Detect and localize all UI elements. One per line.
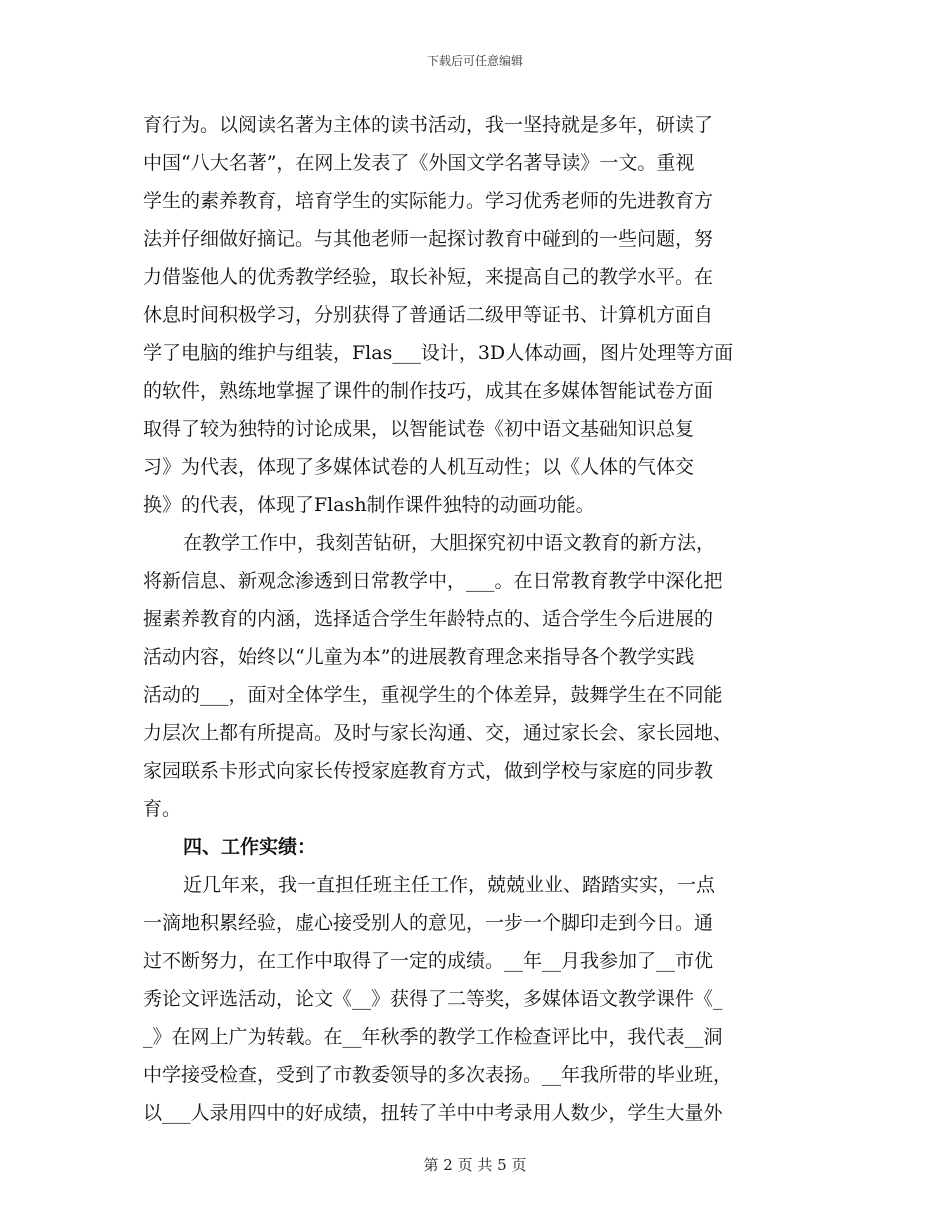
text-line: 力借鉴他人的优秀教学经验，取长补短，来提高自己的教学水平。在 [143, 266, 714, 288]
text-line: 育行为。以阅读名著为主体的读书活动，我一坚持就是多年，研读了 [143, 114, 714, 136]
text-line: 力层次上都有所提高。及时与家长沟通、交，通过家长会、家长园地、 [143, 722, 733, 744]
document-body [143, 106, 815, 1132]
text-line: 休息时间积极学习，分别获得了普通话二级甲等证书、计算机方面自 [143, 304, 714, 326]
text-line: 的软件，熟练地掌握了课件的制作技巧，成其在多媒体智能试卷方面 [143, 380, 714, 402]
text-line: 法并仔细做好摘记。与其他老师一起探讨教育中碰到的一些问题，努 [143, 228, 714, 250]
text-line: 将新信息、新观念渗透到日常教学中，___。在日常教育教学中深化把 [143, 570, 723, 592]
text-line: 中学接受检查，受到了市教委领导的多次表扬。__年我所带的毕业班， [143, 1064, 733, 1086]
text-line: 握素养教育的内涵，选择适合学生年龄特点的、适合学生今后进展的 [143, 608, 714, 630]
page-header: 下载后可任意编辑 [426, 54, 523, 68]
text-line: _》在网上广为转载。在__年秋季的教学工作检查评比中，我代表__洞 [143, 1026, 723, 1048]
text-line: 一滴地积累经验，虚心接受别人的意见，一步一个脚印走到今日。通 [143, 912, 714, 934]
text-line: 近几年来，我一直担任班主任工作，兢兢业业、踏踏实实，一点 [183, 874, 716, 896]
text-line: 习》为代表，体现了多媒体试卷的人机互动性；以《人体的气体交 [143, 456, 695, 478]
text-line: 在教学工作中，我刻苦钻研，大胆探究初中语文教育的新方法， [183, 532, 716, 554]
text-line: 秀论文评选活动，论文《__》获得了二等奖，多媒体语文教学课件《_ [143, 988, 723, 1010]
text-line: 取得了较为独特的讨论成果，以智能试卷《初中语文基础知识总复 [143, 418, 695, 440]
text-line: 以___人录用四中的好成绩，扭转了羊中中考录用人数少，学生大量外 [143, 1102, 723, 1124]
text-line: 活动内容，始终以“儿童为本”的进展教育理念来指导各个教学实践 [143, 646, 695, 668]
text-line: 中国“八大名著”，在网上发表了《外国文学名著导读》一文。重视 [143, 152, 695, 174]
page-number: 第 2 页 共 5 页 [423, 1156, 527, 1174]
text-line: 换》的代表，体现了Flash制作课件独特的动画功能。 [143, 494, 595, 516]
text-line: 活动的___，面对全体学生，重视学生的个体差异，鼓舞学生在不同能 [143, 684, 723, 706]
text-line: 家园联系卡形式向家长传授家庭教育方式，做到学校与家庭的同步教 [143, 760, 714, 782]
text-line: 过不断努力，在工作中取得了一定的成绩。__年__月我参加了__市优 [143, 950, 714, 972]
text-line: 育。 [143, 798, 182, 820]
text-line: 学了电脑的维护与组装，Flas___设计，3D人体动画，图片处理等方面 [143, 342, 734, 364]
text-line: 学生的素养教育，培育学生的实际能力。学习优秀老师的先进教育方 [143, 190, 714, 212]
section-heading: 四、工作实绩： [183, 836, 317, 858]
